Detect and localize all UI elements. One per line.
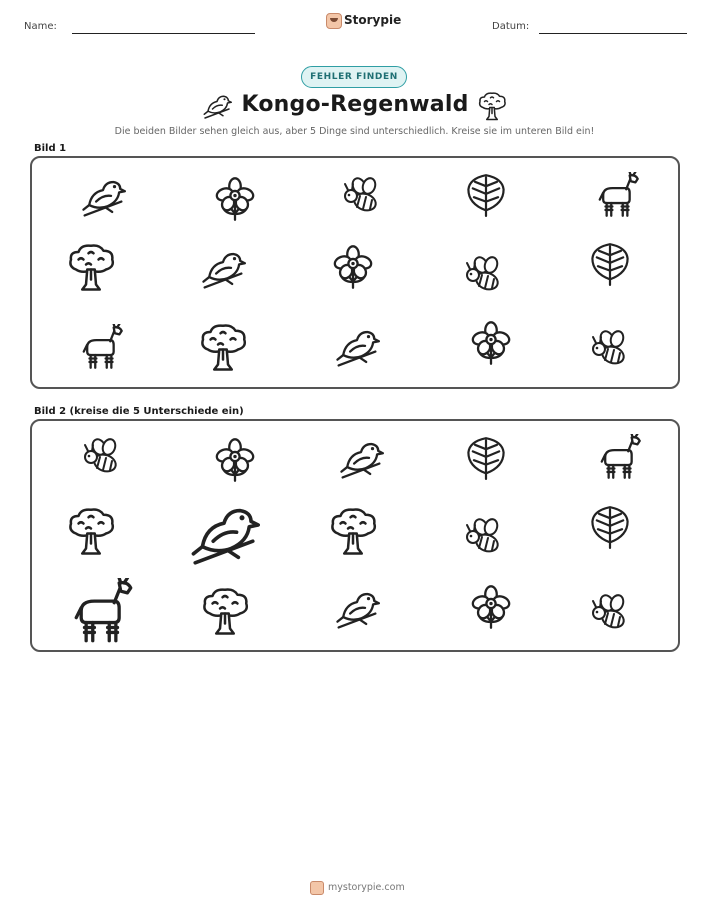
bee-icon[interactable] [464,518,504,558]
leaf-icon[interactable] [464,435,508,481]
leaf-icon[interactable] [588,504,632,550]
bird-icon[interactable] [188,498,260,570]
name-input-line[interactable] [72,33,255,34]
okapi-icon[interactable] [596,434,642,480]
brand-name: Storypie [344,13,402,27]
picture2-label: Bild 2 (kreise die 5 Unterschiede ein) [34,406,244,417]
bee-icon[interactable] [590,594,630,634]
flower-icon[interactable] [212,437,258,483]
tree-icon [66,242,116,292]
leaf-icon [588,241,632,287]
date-label: Datum: [492,21,530,32]
flower-icon [212,176,258,222]
date-input-line[interactable] [539,33,687,34]
page-title: Kongo-Regenwald [241,92,469,117]
bee-icon [464,256,504,296]
bird-icon [202,91,232,121]
tree-icon[interactable] [66,506,116,556]
tree-icon [477,91,507,121]
flower-icon [330,244,376,290]
leaf-icon [464,172,508,218]
bird-icon [200,246,246,292]
tree-icon[interactable] [200,586,250,636]
okapi-icon[interactable] [68,578,134,644]
bee-icon [590,330,630,370]
storypie-footer-icon [310,881,324,895]
bee-icon[interactable] [82,438,122,478]
footer-url[interactable]: mystorypie.com [328,882,405,893]
instructions: Die beiden Bilder sehen gleich aus, aber 5 Dinge sind unterschiedlich. Kreise sie im unteren Bild ein! [114,126,595,137]
picture1-label: Bild 1 [34,143,67,154]
flower-icon[interactable] [468,584,514,630]
tree-icon [198,322,248,372]
bird-icon[interactable] [338,436,384,482]
storypie-logo-icon [326,13,342,29]
okapi-icon [78,324,124,370]
name-label: Name: [24,21,57,32]
tree-icon[interactable] [328,506,378,556]
okapi-icon [594,172,640,218]
bird-icon[interactable] [334,586,380,632]
worksheet-type-badge: FEHLER FINDEN [301,66,407,88]
bird-icon [334,324,380,370]
bee-icon [342,177,382,217]
flower-icon [468,320,514,366]
bird-icon [80,174,126,220]
